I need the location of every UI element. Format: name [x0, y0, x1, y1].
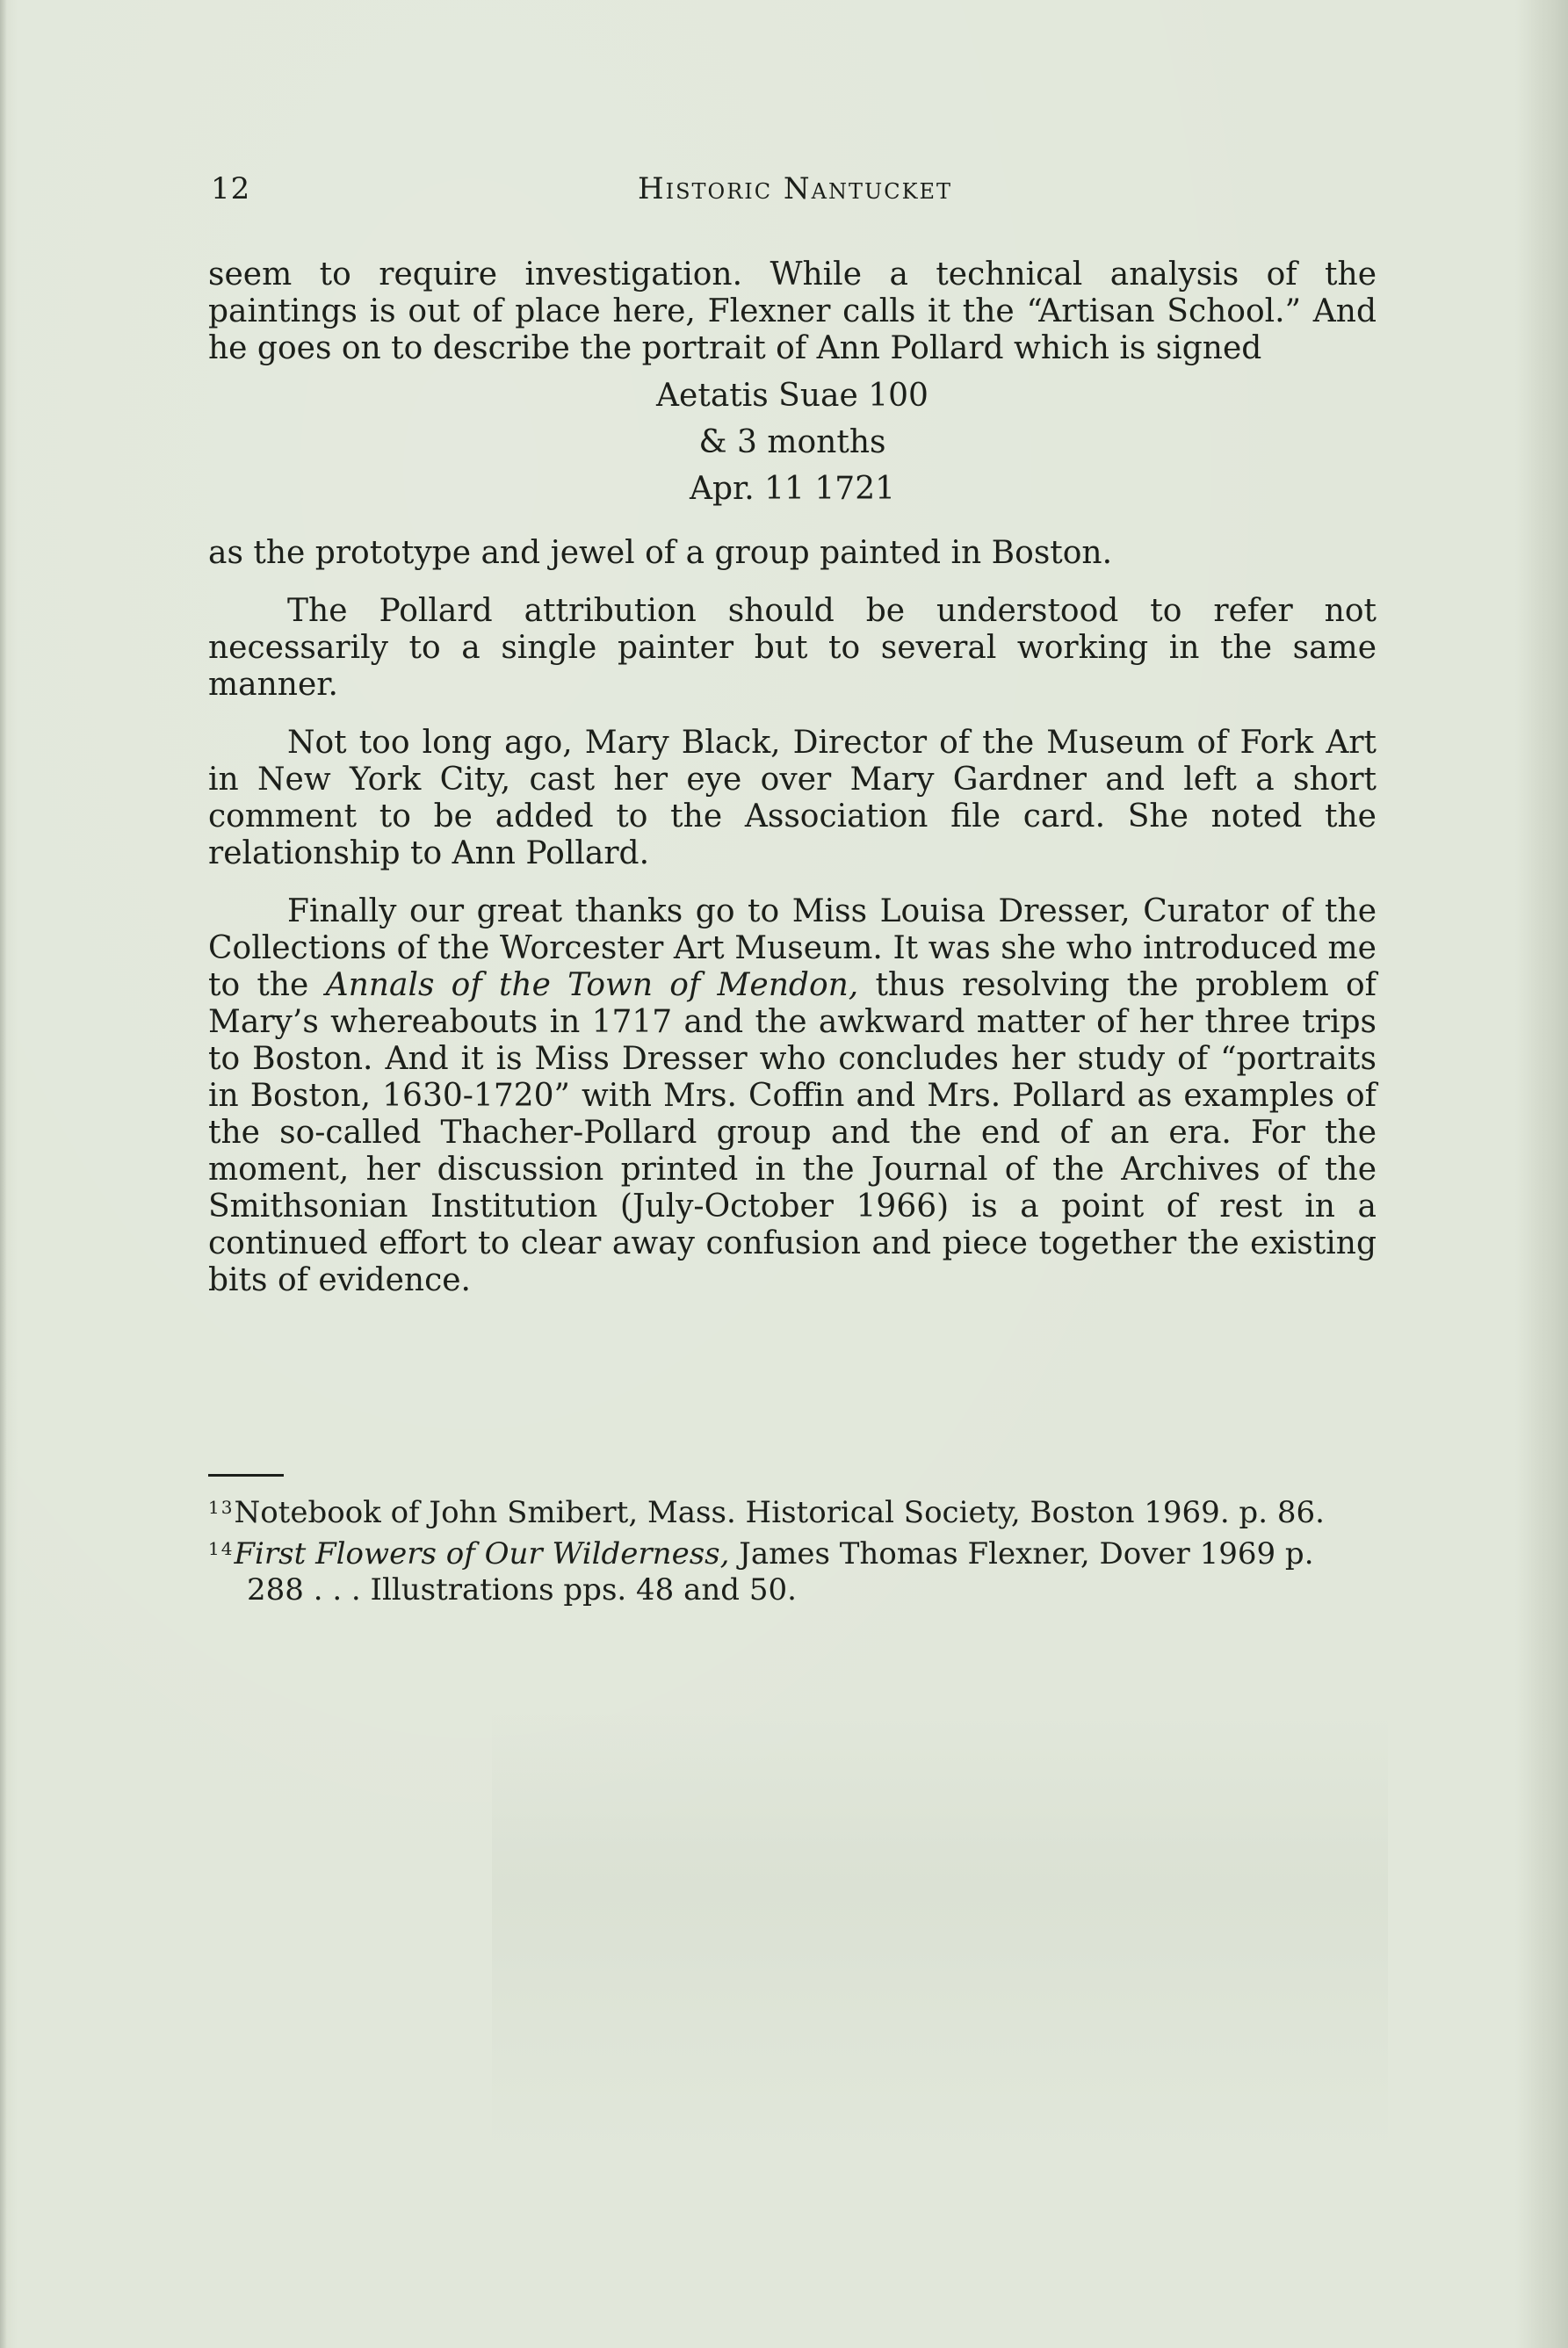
footnote-13 — [208, 1490, 1377, 1531]
inscription-line-3: Apr. 11 1721 — [689, 471, 896, 507]
inscription-line-1: Aetatis Suae 100 — [656, 378, 929, 414]
paragraph-1: seem to require investigation. While a technical analysis of the paintings is out of place here, Flexner calls it the “Artisan School.” And he goes on to describe the portrait of Ann Pollard which is signed — [208, 256, 1377, 366]
inscription-line-2: & 3 months — [698, 424, 886, 460]
portrait-inscription — [208, 372, 1377, 512]
page-edge-shadow-right — [1515, 0, 1568, 2348]
paragraph-5-text-a: Finally our great thanks go to Miss Louisa Dresser, Curator of the Collections of the Worcester Art Museum. It was she who introduced me to the — [208, 893, 1377, 1003]
paragraph-5 — [208, 893, 1377, 1299]
page-header — [211, 171, 1379, 215]
paragraph-4: Not too long ago, Mary Black, Director of the Museum of Fork Art in New York City, cast her eye over Mary Gardner and left a short comment to be added to the Association file card. She noted the relationship to Ann Pollard. — [208, 725, 1377, 871]
page-edge-shadow-left — [0, 0, 7, 2348]
paragraph-5-text-b: thus resolving the problem of Mary’s whereabouts in 1717 and the awkward matter of her three trips to Boston. And it is Miss Dresser who concludes her study of “portraits in Boston, 1630-1720” with Mrs. Coffin and Mrs. Pollard as examples of the so-called Thacher-Pollard group and the end of an era. For the moment, her discussion printed in the Journal of the Archives of the Smithsonian Institution (July-October 1966) is a point of rest in a continued effort to clear away confusion and piece together the existing bits of evidence. — [208, 967, 1377, 1298]
paragraph-3: The Pollard attribution should be understood to refer not necessarily to a single painter but to several working in the same manner. — [208, 593, 1377, 703]
body-text — [208, 256, 1377, 1299]
footnote-book-title: First Flowers of Our Wilderness, — [234, 1536, 730, 1571]
show-through-shading — [492, 1713, 1388, 2152]
running-title: Historic Nantucket — [637, 171, 953, 206]
annals-title: Annals of the Town of Mendon, — [325, 967, 859, 1003]
footnote-mark: 13 — [208, 1497, 235, 1518]
page-number: 12 — [211, 171, 251, 206]
footnote-mark: 14 — [208, 1538, 235, 1559]
paragraph-2: as the prototype and jewel of a group painted in Boston. — [208, 535, 1113, 571]
footnote-text: James Thomas Flexner, Dover 1969 p. 288 . . . Illustrations pps. 48 and 50. — [247, 1536, 1314, 1607]
footnotes — [208, 1490, 1377, 1608]
footnote-text: Notebook of John Smibert, Mass. Historical Society, Boston 1969. p. 86. — [234, 1495, 1325, 1530]
footnote-rule — [208, 1474, 284, 1477]
footnote-14 — [208, 1531, 1377, 1608]
